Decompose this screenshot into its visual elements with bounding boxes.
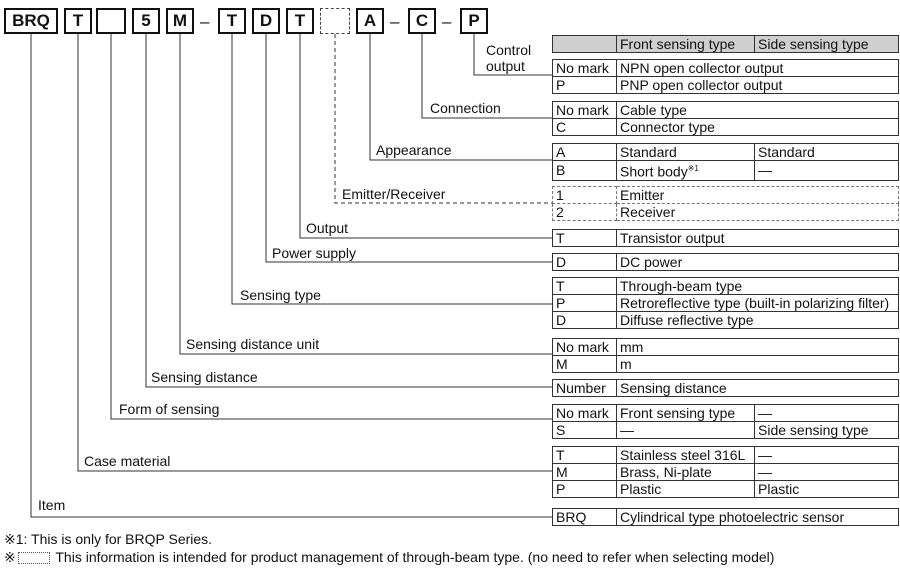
code-cell: T (553, 278, 617, 295)
table-appearance (552, 143, 899, 181)
table-row (553, 102, 899, 119)
desc-cell: Diffuse reflective type (617, 312, 899, 329)
desc-cell: Transistor output (617, 230, 899, 247)
table-row (553, 161, 899, 181)
code-box-item: BRQ (4, 8, 58, 34)
label-case-material: Case material (84, 453, 171, 469)
code-cell: No mark (553, 339, 617, 356)
table-item (552, 508, 899, 526)
table-row (553, 36, 899, 53)
table-control-output (552, 59, 899, 94)
code-cell: C (553, 119, 617, 136)
code-cell: Number (553, 380, 617, 397)
footnote-1: ※1: This is only for BRQP Series. (4, 531, 213, 547)
code-cell: T (553, 230, 617, 247)
table-row (553, 481, 899, 498)
footnote-2-mark: ※ (4, 549, 16, 565)
table-emitter-receiver (552, 186, 899, 221)
table-row (553, 405, 899, 422)
table-row (553, 119, 899, 136)
short-body-text: Short body (620, 163, 688, 180)
code-box-distance-unit: M (166, 8, 194, 34)
side-cell: — (755, 405, 899, 422)
label-output: Output (306, 220, 349, 236)
desc-cell: mm (617, 339, 899, 356)
code-cell: S (553, 422, 617, 439)
label-appearance: Appearance (376, 142, 452, 158)
table-row (553, 60, 899, 77)
label-item: Item (38, 497, 66, 513)
code-box-control-output: P (460, 8, 488, 34)
code-cell: P (553, 481, 617, 498)
code-cell: No mark (553, 60, 617, 77)
front-cell: Standard (617, 144, 755, 161)
code-cell: P (553, 77, 617, 94)
table-row (553, 447, 899, 464)
front-cell: — (617, 422, 755, 439)
desc-cell: Cable type (617, 102, 899, 119)
front-cell: Stainless steel 316L (617, 447, 755, 464)
code-cell: T (553, 447, 617, 464)
front-cell: Front sensing type (617, 405, 755, 422)
table-row (553, 509, 899, 526)
code-box-appearance: A (356, 8, 384, 34)
separator: – (200, 12, 210, 31)
code-cell: BRQ (553, 509, 617, 526)
header-front-sensing: Front sensing type (617, 36, 755, 53)
side-cell: — (755, 161, 899, 181)
code-cell: P (553, 295, 617, 312)
table-row (553, 144, 899, 161)
code-box-case-material: T (64, 8, 92, 34)
side-cell: — (755, 447, 899, 464)
table-row (553, 295, 899, 312)
table-row (553, 278, 899, 295)
code-box-output: T (286, 8, 314, 34)
code-box-connection: C (408, 8, 436, 34)
table-row (553, 204, 899, 221)
separator: – (390, 12, 400, 31)
desc-cell: m (617, 356, 899, 373)
front-cell (617, 161, 755, 181)
table-row (553, 380, 899, 397)
label-control-output: Control output (486, 42, 532, 74)
front-cell: Plastic (617, 481, 755, 498)
desc-cell: Cylindrical type photoelectric sensor (617, 509, 899, 526)
code-cell: M (553, 356, 617, 373)
header-blank-cell (553, 36, 617, 53)
desc-cell: Emitter (617, 187, 899, 204)
desc-cell: DC power (617, 254, 899, 271)
desc-cell: Through-beam type (617, 278, 899, 295)
table-connection (552, 101, 899, 136)
table-sensing-type (552, 277, 899, 329)
header-side-sensing: Side sensing type (755, 36, 899, 53)
table-row (553, 464, 899, 481)
table-power-supply (552, 253, 899, 271)
table-row (553, 187, 899, 204)
table-output (552, 229, 899, 247)
desc-cell: Receiver (617, 204, 899, 221)
desc-cell: Connector type (617, 119, 899, 136)
table-row (553, 312, 899, 329)
desc-cell: Sensing distance (617, 380, 899, 397)
code-cell: 1 (553, 187, 617, 204)
table-row (553, 230, 899, 247)
side-cell: Plastic (755, 481, 899, 498)
footnote-2-text: This information is intended for product management of through-beam type. (no need to refer when selecting model) (55, 549, 775, 565)
separator: – (442, 12, 452, 31)
label-sensing-type: Sensing type (240, 287, 321, 303)
code-cell: D (553, 254, 617, 271)
code-cell: 2 (553, 204, 617, 221)
label-sensing-distance-unit: Sensing distance unit (186, 336, 320, 352)
code-cell: No mark (553, 102, 617, 119)
code-cell: M (553, 464, 617, 481)
code-cell: A (553, 144, 617, 161)
table-case-material (552, 446, 899, 498)
side-cell: — (755, 464, 899, 481)
table-row (553, 254, 899, 271)
label-power-supply: Power supply (272, 245, 357, 261)
code-box-power-supply: D (252, 8, 280, 34)
label-form-of-sensing: Form of sensing (119, 401, 220, 417)
desc-cell: PNP open collector output (617, 77, 899, 94)
side-cell: Side sensing type (755, 422, 899, 439)
connector-sensing-distance (146, 34, 552, 387)
label-connection: Connection (430, 100, 501, 116)
table-row (553, 339, 899, 356)
code-cell: B (553, 161, 617, 181)
footnote-mark: ※1 (687, 164, 699, 173)
table-sensing-distance (552, 379, 899, 397)
code-box-sensing-distance: 5 (132, 8, 160, 34)
table-row (553, 356, 899, 373)
footnote-2 (4, 549, 774, 565)
table-sensing-distance-unit (552, 338, 899, 373)
table-form-of-sensing (552, 404, 899, 439)
desc-cell: Retroreflective type (built-in polarizing filter) (617, 295, 899, 312)
dotted-box-symbol (18, 552, 50, 564)
label-emitter-receiver: Emitter/Receiver (342, 186, 446, 202)
label-sensing-distance: Sensing distance (151, 369, 258, 385)
desc-cell: NPN open collector output (617, 60, 899, 77)
side-cell: Standard (755, 144, 899, 161)
table-row (553, 422, 899, 439)
code-cell: D (553, 312, 617, 329)
code-box-sensing-type: T (218, 8, 246, 34)
header-table (552, 35, 899, 53)
front-cell: Brass, Ni-plate (617, 464, 755, 481)
code-cell: No mark (553, 405, 617, 422)
table-row (553, 77, 899, 94)
